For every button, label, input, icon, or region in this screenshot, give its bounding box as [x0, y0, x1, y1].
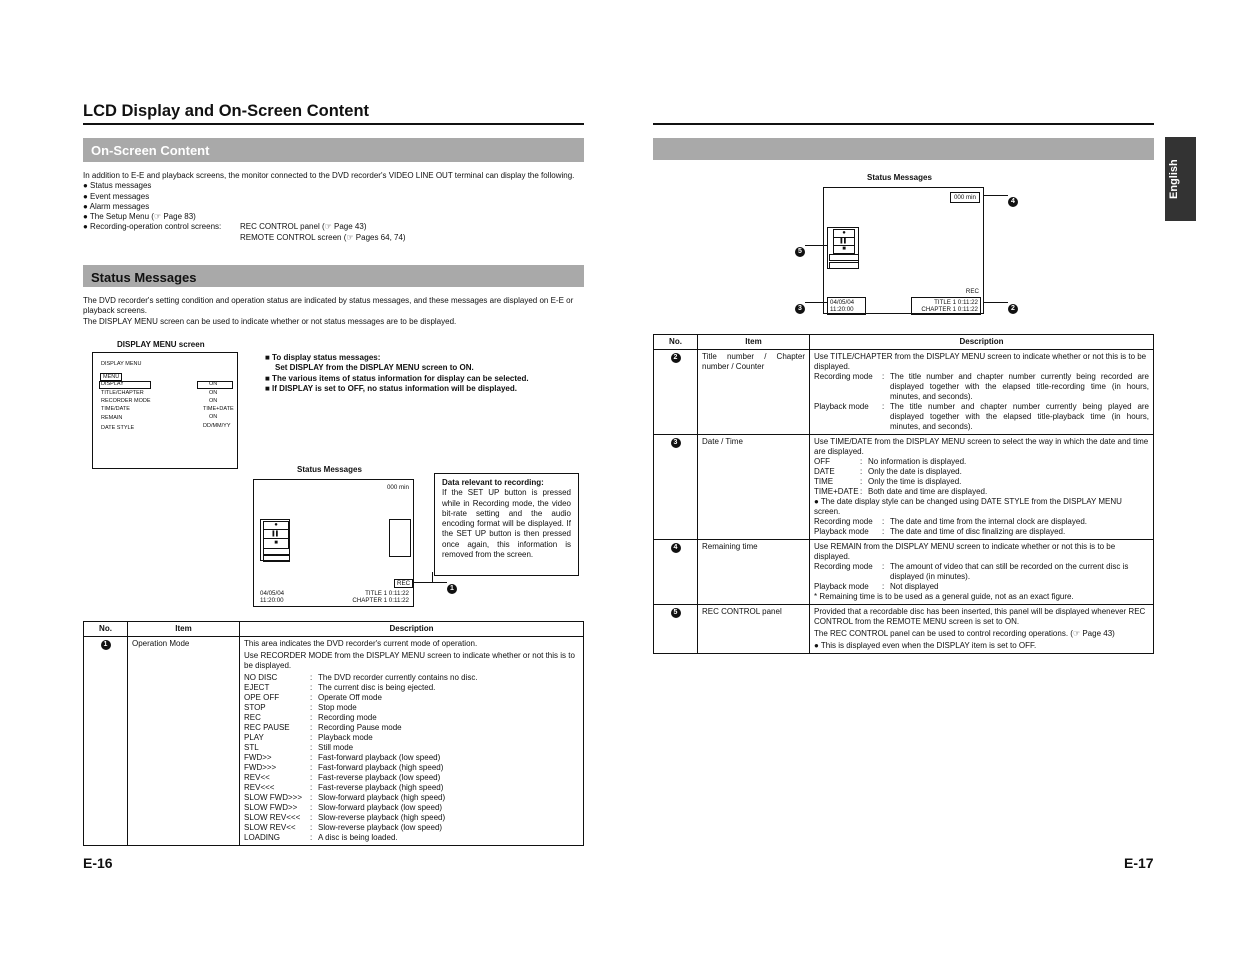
- menu-row-value: ON: [209, 381, 218, 387]
- chapter-counter: CHAPTER 1 0:11:22: [352, 597, 409, 604]
- display-menu-screen: [92, 352, 238, 469]
- callout-line: [414, 582, 447, 583]
- rec-control-slot: [263, 555, 290, 562]
- mode-desc: Fast-forward playback (low speed): [318, 753, 441, 762]
- mode-desc: Stop mode: [318, 703, 357, 712]
- menu-row-label: REMAIN: [101, 415, 123, 421]
- remaining-time-label: 000 min: [950, 192, 980, 203]
- page-number-left: E-16: [83, 855, 113, 871]
- table-row: [654, 435, 1154, 540]
- mode-detail: Playback mode : The title number and chapter number currently being played are displayed together with the elapsed title-playback time (in hours, minutes, and seconds).: [814, 402, 1149, 431]
- status-paragraph: The DISPLAY MENU screen can be used to indicate whether or not status messages are to be displayed.: [83, 316, 457, 326]
- callout-line: [984, 302, 1008, 303]
- row-number: 2: [654, 350, 698, 435]
- row-description: [810, 540, 1154, 605]
- pause-icon: ▌▌: [264, 530, 288, 539]
- mode-code: STL: [244, 743, 259, 752]
- intro-text: In addition to E-E and playback screens, the monitor connected to the DVD recorder's VIDEO LINE OUT terminal can display the following.: [83, 171, 575, 180]
- option-desc: Only the date is displayed.: [868, 467, 962, 476]
- mode-code: EJECT: [244, 683, 270, 692]
- row-description: [240, 637, 584, 846]
- mode-label: Recording mode: [814, 372, 873, 381]
- callout-5: 5: [795, 240, 805, 258]
- menu-title: DISPLAY MENU: [101, 361, 142, 367]
- rec-control-panel: [827, 227, 859, 269]
- description-text: Provided that a recordable disc has been inserted, this panel will be displayed whenever REC CONTROL from the REMOTE MENU screen is set to ON.: [814, 607, 1146, 626]
- section-bar-right: [653, 138, 1154, 160]
- callout-line: [984, 195, 1008, 196]
- callout-1: 1: [447, 577, 457, 595]
- callout-2: 2: [1008, 297, 1018, 315]
- menu-row-label: DISPLAY: [101, 381, 124, 387]
- row-item: Operation Mode: [128, 637, 240, 846]
- mode-desc: Slow-reverse playback (high speed): [318, 813, 446, 822]
- status-caption: Status Messages: [297, 465, 362, 474]
- description-text: This area indicates the DVD recorder's current mode of operation.: [244, 639, 478, 648]
- mode-label: Playback mode: [814, 527, 869, 536]
- mode-code: STOP: [244, 703, 266, 712]
- mode-label: Recording mode: [814, 517, 873, 526]
- col-header: Description: [810, 335, 1154, 350]
- mode-label: Playback mode: [814, 402, 869, 411]
- rec-control-buttons: [263, 521, 289, 549]
- option-code: DATE: [814, 467, 835, 476]
- mode-text: The title number and chapter number currently being recorded are displayed together with the elapsed title-recording time (in hours, minutes, and seconds).: [890, 372, 1149, 401]
- stop-icon: ■: [842, 246, 846, 252]
- mode-code: REC PAUSE: [244, 723, 290, 732]
- menu-caption: DISPLAY MENU screen: [117, 340, 205, 349]
- mode-desc: Still mode: [318, 743, 354, 752]
- menu-row-label: TITLE/CHAPTER: [101, 390, 144, 396]
- operation-mode-label: REC: [965, 288, 979, 295]
- status-screen-right: [823, 187, 984, 314]
- row-item: Remaining time: [698, 540, 810, 605]
- status-items-table: [653, 334, 1154, 654]
- row-number: 4: [654, 540, 698, 605]
- option-code: OFF: [814, 457, 830, 466]
- operation-mode-label: REC: [394, 579, 413, 588]
- mode-code: PLAY: [244, 733, 264, 742]
- instruction-line: ■ To display status messages:: [265, 353, 381, 362]
- mode-desc: Slow-reverse playback (low speed): [318, 823, 443, 832]
- time-label: 11:20:00: [830, 306, 854, 313]
- mode-code: REC: [244, 713, 261, 722]
- option-code: TIME: [814, 477, 834, 486]
- operation-mode-table: [83, 621, 584, 846]
- note-title: Data relevant to recording:: [442, 478, 544, 487]
- mode-code: FWD>>>: [244, 763, 277, 772]
- rec-control-buttons: [833, 229, 855, 254]
- row-item: Title number / Chapter number / Counter: [698, 350, 810, 435]
- rec-control-slot: [829, 262, 859, 269]
- status-text: [83, 296, 586, 327]
- mode-code: SLOW REV<<: [244, 823, 296, 832]
- bullet-item: ● Status messages: [83, 181, 152, 191]
- mode-label: Recording mode: [814, 562, 873, 571]
- table-row: [654, 540, 1154, 605]
- language-side-tab: [1165, 137, 1196, 221]
- menu-row-value: ON: [209, 398, 218, 404]
- menu-row-label: TIME/DATE: [101, 406, 130, 412]
- mode-detail: Recording mode : The amount of video that can still be recorded on the current disc is displayed (in minutes).: [814, 562, 1149, 582]
- mode-desc: Recording mode: [318, 713, 377, 722]
- chapter-counter: CHAPTER 1 0:11:22: [921, 306, 978, 313]
- rec-control-ref: REC CONTROL panel (☞ Page 43): [240, 222, 367, 232]
- mode-code: SLOW FWD>>>: [244, 793, 303, 802]
- row-item: REC CONTROL panel: [698, 605, 810, 654]
- row-description: [810, 350, 1154, 435]
- option-desc: No information is displayed.: [868, 457, 967, 466]
- callout-3: 3: [795, 297, 805, 315]
- mode-desc: Fast-reverse playback (low speed): [318, 773, 441, 782]
- date-time-box: [827, 297, 866, 315]
- mode-code: REV<<: [244, 773, 270, 782]
- section-bar-status: Status Messages: [83, 265, 584, 287]
- mode-code: NO DISC: [244, 673, 278, 682]
- mode-desc: Fast-forward playback (high speed): [318, 763, 444, 772]
- instructions: [265, 353, 585, 394]
- bullet-note: ● The date display style can be changed using DATE STYLE from the DISPLAY MENU screen.: [814, 497, 1122, 516]
- mode-desc: Slow-forward playback (low speed): [318, 803, 443, 812]
- bullet-item: ● Recording-operation control screens:: [83, 222, 222, 232]
- status-screen: [253, 479, 414, 607]
- option-list: OFF : No information is displayed. DATE : Only the date is displayed. TIME : Only the time is displayed. TIME+DATE : Both date and time are displayed.: [814, 457, 1149, 497]
- mode-text: The date and time of disc finalizing are displayed.: [890, 527, 1066, 536]
- rec-control-slot: [263, 548, 290, 555]
- mode-desc: Recording Pause mode: [318, 723, 402, 732]
- row-number: 5: [654, 605, 698, 654]
- info-panel-box: [389, 519, 411, 557]
- date-label: 04/05/04: [260, 590, 285, 597]
- description-text: Use REMAIN from the DISPLAY MENU screen to indicate whether or not this is to be displayed.: [814, 542, 1116, 561]
- page-number-right: E-17: [1124, 855, 1154, 871]
- col-header: Item: [128, 622, 240, 637]
- menu-row-label: DATE STYLE: [101, 425, 135, 431]
- mode-desc: Fast-reverse playback (high speed): [318, 783, 444, 792]
- bullet-item: ● Alarm messages: [83, 201, 150, 211]
- menu-row-value: DD/MM/YY: [203, 423, 231, 429]
- section-bar-on-screen: On-Screen Content: [83, 138, 584, 162]
- mode-text: The title number and chapter number currently being played are displayed together with the elapsed title-playback time (in hours, minutes, and seconds).: [890, 402, 1149, 431]
- rec-control-slot: [829, 254, 859, 261]
- instruction-line: Set DISPLAY from the DISPLAY MENU screen to ON.: [275, 363, 474, 373]
- stop-icon: ■: [274, 540, 278, 546]
- option-desc: Only the time is displayed.: [868, 477, 962, 486]
- table-row: [84, 637, 584, 846]
- mode-code: SLOW REV<<<: [244, 813, 301, 822]
- option-code: TIME+DATE: [814, 487, 859, 496]
- description-text: Use TITLE/CHAPTER from the DISPLAY MENU screen to indicate whether or not this is to be displayed.: [814, 352, 1147, 371]
- rec-control-panel: [260, 519, 290, 561]
- mode-desc: Slow-forward playback (high speed): [318, 793, 446, 802]
- page-title: LCD Display and On-Screen Content: [83, 102, 370, 120]
- note-text: If the SET UP button is pressed while in Recording mode, the video bit-rate setting and the audio encoding format will be displayed. If the SET UP button is then pressed once again, this information is removed from the screen.: [442, 488, 571, 560]
- description-text: Use TIME/DATE from the DISPLAY MENU screen to select the way in which the date and time are displayed.: [814, 437, 1149, 456]
- menu-row-value: ON: [209, 390, 218, 396]
- menu-row-value: ON: [209, 414, 218, 420]
- mode-code: FWD>>: [244, 753, 272, 762]
- mode-desc: Playback mode: [318, 733, 373, 742]
- row-description: [810, 605, 1154, 654]
- mode-detail: Recording mode : The title number and chapter number currently being recorded are displayed together with the elapsed title-recording time (in hours, minutes, and seconds).: [814, 372, 1149, 401]
- col-header: Item: [698, 335, 810, 350]
- pause-icon: ▌▌: [834, 238, 854, 246]
- callout-line: [805, 302, 827, 303]
- instruction-line: ■ If DISPLAY is set to OFF, no status information will be displayed.: [265, 383, 517, 393]
- row-number: 3: [654, 435, 698, 540]
- mode-code: LOADING: [244, 833, 281, 842]
- status-caption-right: Status Messages: [867, 173, 932, 182]
- callout-line: [432, 572, 433, 583]
- table-row: [654, 605, 1154, 654]
- mode-detail: Recording mode : The date and time from the internal clock are displayed.: [814, 517, 1149, 527]
- mode-code-list: NO DISC : The DVD recorder currently contains no disc. EJECT : The current disc is being ejected. OPE OFF : Operate Off mode STOP : Stop mode REC : Recording mode REC PAUSE : Recording Pause mode PLAY : Playback mode STL : Still mode FWD>> : Fast-forward playback (low speed) FWD>>> : Fast-forward playback (high speed) REV<< : Fast-reverse playback (low speed) REV<<< : Fast-reverse playback (high speed) SLOW FWD>>> : Slow-forward playback (high speed) SLOW FWD>> : Slow-forward playback (low speed) SLOW REV<<< : Slow-reverse playback (high speed) SLOW REV<< : Slow-reverse playback (low speed) LOADING : A disc is being loaded.: [244, 673, 579, 843]
- title-counter-box: [911, 297, 981, 315]
- mode-text: The amount of video that can still be recorded on the current disc is displayed (in minutes).: [890, 562, 1129, 581]
- menu-row-value: TIME+DATE: [203, 406, 234, 412]
- col-header: No.: [654, 335, 698, 350]
- title-counter: TITLE 1 0:11:22: [365, 590, 409, 597]
- col-header: No.: [84, 622, 128, 637]
- remote-control-ref: REMOTE CONTROL screen (☞ Pages 64, 74): [240, 232, 406, 242]
- menu-tag: MENU: [100, 373, 122, 381]
- callout-4: 4: [1008, 190, 1018, 208]
- table-row: [654, 350, 1154, 435]
- remaining-time-label: 000 min: [386, 484, 409, 491]
- mode-desc: The current disc is being ejected.: [318, 683, 436, 692]
- title-counter: TITLE 1 0:11:22: [934, 299, 978, 306]
- callout-line: [805, 245, 827, 246]
- option-desc: Both date and time are displayed.: [868, 487, 988, 496]
- rec-dot-icon: ●: [264, 522, 288, 530]
- menu-row-label: RECORDER MODE: [101, 398, 151, 404]
- row-description: [810, 435, 1154, 540]
- mode-code: SLOW FWD>>: [244, 803, 298, 812]
- mode-text: The date and time from the internal clock are displayed.: [890, 517, 1087, 526]
- title-rule: [83, 123, 584, 125]
- mode-detail: Playback mode : The date and time of disc finalizing are displayed.: [814, 527, 1149, 537]
- time-label: 11:20:00: [260, 597, 284, 604]
- title-rule-right: [653, 123, 1154, 125]
- mode-label: Playback mode: [814, 582, 869, 591]
- rec-dot-icon: ●: [834, 230, 854, 238]
- instruction-line: ■ The various items of status information for display can be selected.: [265, 373, 529, 383]
- date-label: 04/05/04: [830, 299, 855, 306]
- intro-block: [83, 171, 586, 243]
- status-paragraph: The DVD recorder's setting condition and operation status are indicated by status messages, and these messages are displayed on E-E or playback screens.: [83, 296, 574, 316]
- bullet-item: ● Event messages: [83, 191, 150, 201]
- col-header: Description: [240, 622, 584, 637]
- remaining-note: * Remaining time is to be used as a general guide, not as an exact figure.: [814, 592, 1074, 601]
- language-tab-label: English: [1168, 159, 1180, 199]
- description-text: ● This is displayed even when the DISPLAY item is set to OFF.: [814, 641, 1037, 650]
- description-text: Use RECORDER MODE from the DISPLAY MENU screen to indicate whether or not this is to be displayed.: [244, 651, 575, 670]
- description-text: The REC CONTROL panel can be used to control recording operations. (☞ Page 43): [814, 629, 1115, 638]
- mode-code: OPE OFF: [244, 693, 280, 702]
- mode-code: REV<<<: [244, 783, 275, 792]
- bullet-item: ● The Setup Menu (☞ Page 83): [83, 212, 196, 222]
- mode-text: Not displayed: [890, 582, 939, 591]
- mode-desc: A disc is being loaded.: [318, 833, 398, 842]
- row-number: 1: [84, 637, 128, 846]
- mode-desc: Operate Off mode: [318, 693, 382, 702]
- mode-desc: The DVD recorder currently contains no disc.: [318, 673, 478, 682]
- row-item: Date / Time: [698, 435, 810, 540]
- recording-note: [434, 473, 579, 576]
- bullet-row: [83, 222, 586, 232]
- mode-detail: Playback mode : Not displayed: [814, 582, 1149, 592]
